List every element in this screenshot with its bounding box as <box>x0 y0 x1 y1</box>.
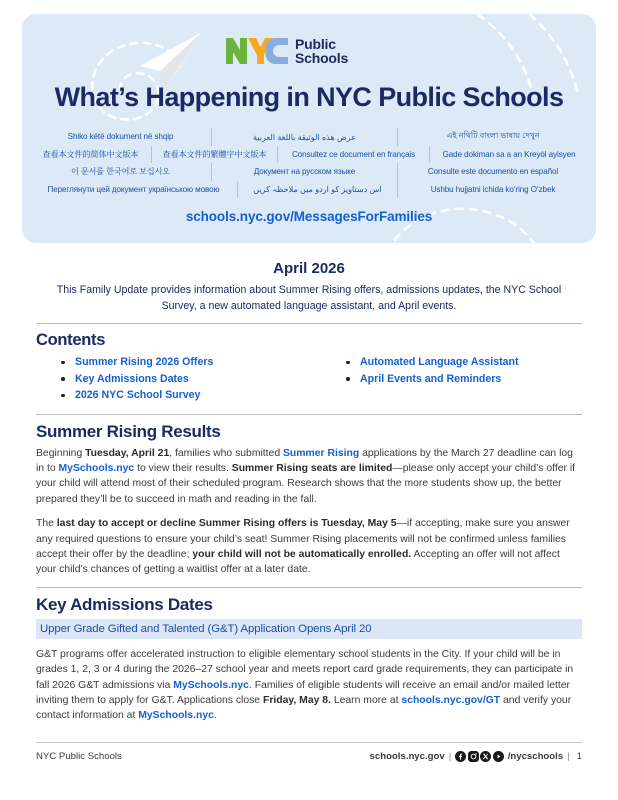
language-row <box>30 146 588 164</box>
key-admissions-heading: Key Admissions Dates <box>36 594 213 614</box>
summer-rising-heading: Summer Rising Results <box>36 421 221 441</box>
page-number: 1 <box>576 751 582 762</box>
footer-handle[interactable]: /nycschools <box>507 751 564 762</box>
text-fragment: Beginning <box>36 447 86 459</box>
text-fragment: applications by the March 27 deadline can log in to <box>36 447 573 474</box>
language-link-korean[interactable]: 이 문서를 한국어로 보십시오 <box>30 163 212 181</box>
footer-org-name: NYC Public Schools <box>36 751 122 762</box>
language-row <box>30 181 588 199</box>
language-link-albanian[interactable]: Shiko këtë dokument në shqip <box>30 128 212 146</box>
text-fragment: and verify your contact information at <box>36 694 572 722</box>
instagram-icon[interactable] <box>468 751 479 762</box>
language-links-grid <box>30 128 588 198</box>
logo-word-public: Public <box>295 35 336 52</box>
key-admissions-subheading: Upper Grade Gifted and Talented (G&T) Application Opens April 20 <box>36 619 582 639</box>
footer-separator-2: | <box>567 751 570 762</box>
footer-divider <box>36 742 582 743</box>
nyc-public-schools-logo <box>225 36 348 66</box>
text-fragment: —please only accept your child’s offer if your child will attend most of their scheduled program. Research shows that the more students show up, the better prepared they’ll be to succeed in math and reading in the fall. <box>36 462 576 505</box>
contents-column-right <box>309 354 582 404</box>
bold-seats-limited: Summer Rising seats are limited <box>231 462 393 474</box>
summer-rising-paragraph-2 <box>36 516 582 578</box>
divider-summer-rising <box>36 414 582 415</box>
bold-not-auto-enrolled: your child will not be automatically enrolled. <box>192 548 412 560</box>
text-fragment: The <box>36 518 57 530</box>
nyc-logo-mark <box>225 36 289 66</box>
footer-links <box>370 751 582 762</box>
key-admissions-paragraph-1 <box>36 647 582 724</box>
language-row <box>30 128 588 146</box>
language-link-arabic[interactable]: عرض هذه الوثيقة باللغة العربية <box>212 128 398 146</box>
social-icons <box>455 751 504 762</box>
link-myschools-nyc-verify[interactable]: MySchools.nyc <box>138 710 214 722</box>
contents-link-language-assistant[interactable]: Automated Language Assistant <box>346 354 582 371</box>
language-link-spanish[interactable]: Consulte este documento en español <box>427 167 559 177</box>
language-link-urdu[interactable]: اس دستاویز کو اردو میں ملاحظہ کریں <box>238 181 398 199</box>
table-of-contents <box>36 354 582 404</box>
banner-url-link[interactable]: schools.nyc.gov/MessagesForFamilies <box>185 209 433 224</box>
bold-deadline-may-5: last day to accept or decline Summer Rising offers is Tuesday, May 5 <box>56 518 397 530</box>
main-content <box>0 252 618 733</box>
text-fragment: . <box>213 710 217 722</box>
contents-link-summer-rising[interactable]: Summer Rising 2026 Offers <box>61 354 309 371</box>
logo-word-schools: Schools <box>295 50 349 66</box>
text-fragment: Accepting an offer will not affect your child’s chances of getting a waitlist offer at a later date. <box>36 548 560 576</box>
contents-link-school-survey[interactable]: 2026 NYC School Survey <box>61 387 309 404</box>
issue-date: April 2026 <box>273 260 345 277</box>
language-link-russian[interactable]: Документ на русском языке <box>212 163 398 181</box>
language-link-french[interactable]: Consultez ce document en français <box>278 146 430 164</box>
language-link-chinese-traditional[interactable]: 查看本文件的繁體字中文版本 <box>152 146 278 164</box>
language-link-uzbek[interactable]: Ushbu hujjatni ichida ko‘ring O‘zbek <box>430 184 556 194</box>
youtube-icon[interactable] <box>493 751 504 762</box>
footer-separator-1: | <box>448 751 452 762</box>
divider-key-admissions <box>36 587 582 588</box>
contents-link-key-admissions[interactable]: Key Admissions Dates <box>61 371 309 388</box>
footer-site-link[interactable]: schools.nyc.gov <box>369 751 445 762</box>
x-twitter-icon[interactable] <box>480 751 491 762</box>
text-fragment: —if accepting, make sure you answer any required questions to ensure your child’s seat! Summer Rising placements will not be confirmed unless families accept their offer by the deadline; <box>36 518 570 560</box>
language-link-ukrainian[interactable]: Переглянути цей документ українською мовою <box>30 181 238 199</box>
contents-column-left <box>36 354 309 404</box>
logo-wordmark <box>295 37 348 66</box>
language-link-bengali[interactable]: এই নথিটি বাংলা ভাষায় দেখুন <box>446 131 540 141</box>
divider-top <box>36 323 582 324</box>
footer-row <box>36 751 582 762</box>
bold-deadline-may-8: Friday, May 8. <box>262 694 331 706</box>
summer-rising-paragraph-1 <box>36 446 582 508</box>
language-link-haitian-creole[interactable]: Gade dokiman sa a an Kreyòl ayisyen <box>442 149 576 159</box>
contents-link-april-events[interactable]: April Events and Reminders <box>346 371 582 388</box>
banner-title: What’s Happening in NYC Public Schools <box>54 82 564 112</box>
link-summer-rising[interactable]: Summer Rising <box>283 447 360 459</box>
text-fragment: to view their results. <box>134 462 232 474</box>
facebook-icon[interactable] <box>455 751 466 762</box>
text-fragment: , families who submitted <box>169 447 283 459</box>
link-myschools-nyc-gt[interactable]: MySchools.nyc <box>173 679 249 691</box>
page-footer <box>0 742 618 762</box>
link-myschools-nyc[interactable]: MySchools.nyc <box>58 462 135 474</box>
text-fragment: . Families of eligible students will receive an email and/or mailed letter inviting them to apply for G&T. Applications close <box>36 679 571 706</box>
intro-paragraph: This Family Update provides information about Summer Rising offers, admissions updates, the NYC School Survey, a new automated language assistant, and April events. <box>56 284 562 312</box>
language-link-chinese-simplified[interactable]: 查看本文件的简体中文版本 <box>30 146 152 164</box>
header-banner <box>22 14 596 243</box>
bold-date-april-21: Tuesday, April 21 <box>85 447 170 459</box>
text-fragment: Learn more at <box>330 694 402 706</box>
text-fragment: G&T programs offer accelerated instruction to eligible elementary school students in the City. If your child will be in grades 1, 2, 3 or 4 during the 2026–27 school year and meets report card grade requirements, they can participate in fall 2026 G&T admissions via <box>36 648 574 691</box>
language-row <box>30 163 588 181</box>
contents-heading: Contents <box>36 331 106 349</box>
link-schools-nyc-gov-gt[interactable]: schools.nyc.gov/GT <box>401 694 501 706</box>
